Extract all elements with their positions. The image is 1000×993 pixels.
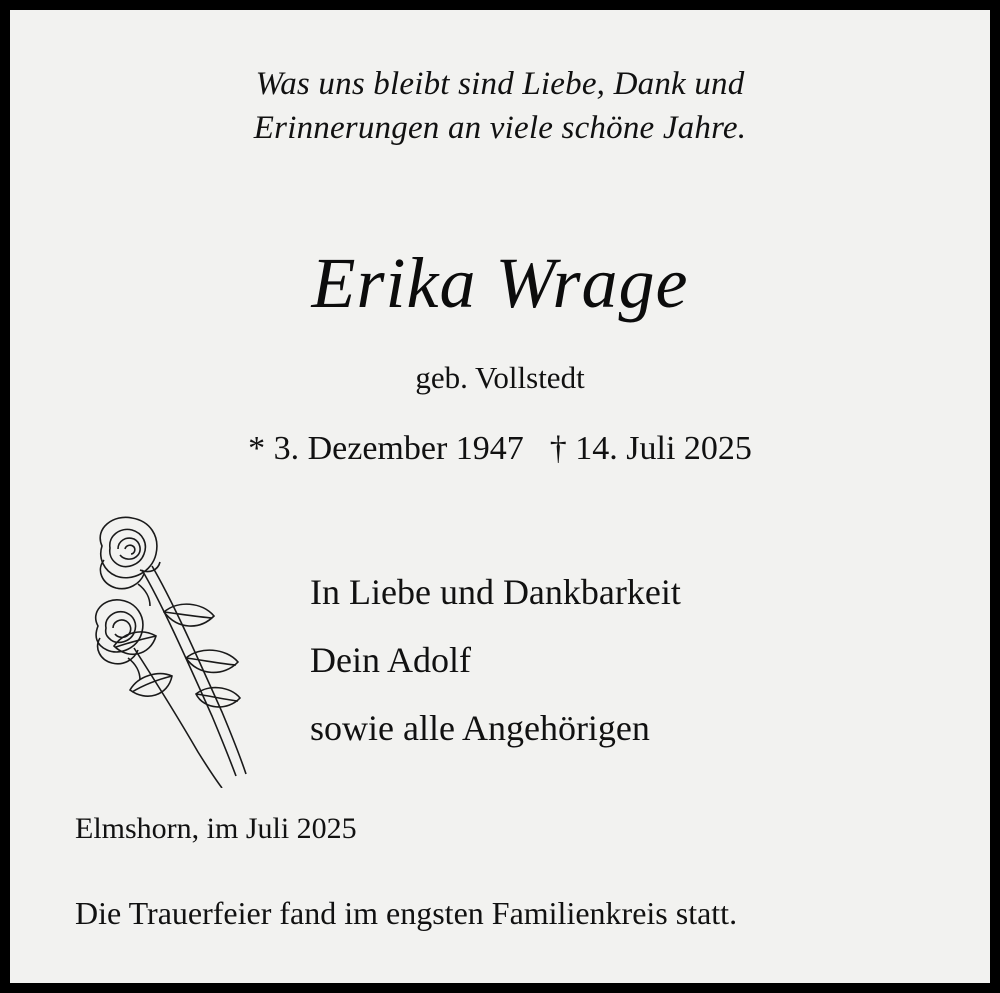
deceased-name: Erika Wrage (311, 243, 689, 323)
tribute-line-3: sowie alle Angehörigen (310, 708, 650, 748)
birth-date: * 3. Dezember 1947 (248, 430, 524, 467)
epitaph-line-2: Erinnerungen an viele schöne Jahre. (253, 110, 747, 146)
tribute-text (310, 558, 930, 762)
tribute-line-1: In Liebe und Dankbarkeit (310, 572, 681, 612)
epitaph-line-1: Was uns bleibt sind Liebe, Dank und (255, 66, 745, 102)
rose-illustration-icon (80, 508, 255, 788)
maiden-name: geb. Vollstedt (415, 360, 585, 395)
death-date: † 14. Juli 2025 (549, 430, 752, 467)
tribute-line-2: Dein Adolf (310, 640, 471, 680)
life-dates (10, 430, 990, 468)
epitaph (10, 62, 990, 150)
place-and-date: Elmshorn, im Juli 2025 (75, 812, 357, 845)
obituary-notice (10, 10, 990, 983)
service-note: Die Trauerfeier fand im engsten Familienkreis statt. (75, 895, 738, 931)
